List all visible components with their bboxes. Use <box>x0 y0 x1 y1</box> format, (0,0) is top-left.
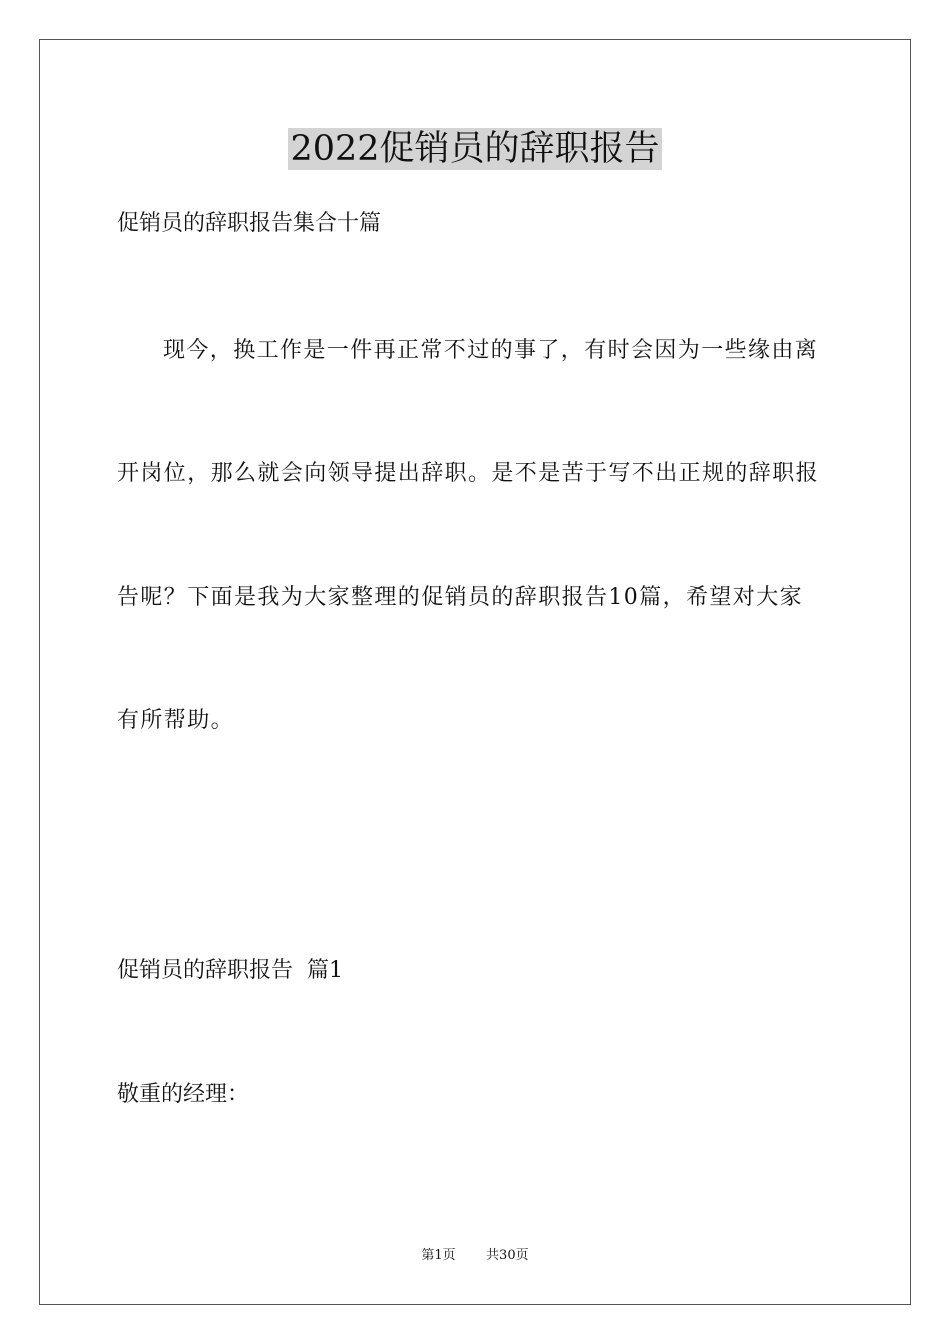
document-subtitle: 促销员的辞职报告集合十篇 <box>117 211 382 236</box>
salutation: 敬重的经理： <box>117 1082 250 1107</box>
intro-line-1: 现今，换工作是一件再正常不过的事了，有时会因为一些缘由离 <box>163 338 819 363</box>
intro-line-4: 有所帮助。 <box>117 708 235 733</box>
document-title: 2022促销员的辞职报告 <box>290 129 660 169</box>
page-footer: 第1页 共30页 <box>421 1248 529 1263</box>
intro-line-2: 开岗位，那么就会向领导提出辞职。是不是苦于写不出正规的辞职报 <box>117 461 820 486</box>
title-container <box>0 128 950 170</box>
intro-line-3: 告呢？下面是我为大家整理的促销员的辞职报告10篇，希望对大家 <box>117 585 803 610</box>
section-heading: 促销员的辞职报告 篇1 <box>117 958 343 983</box>
